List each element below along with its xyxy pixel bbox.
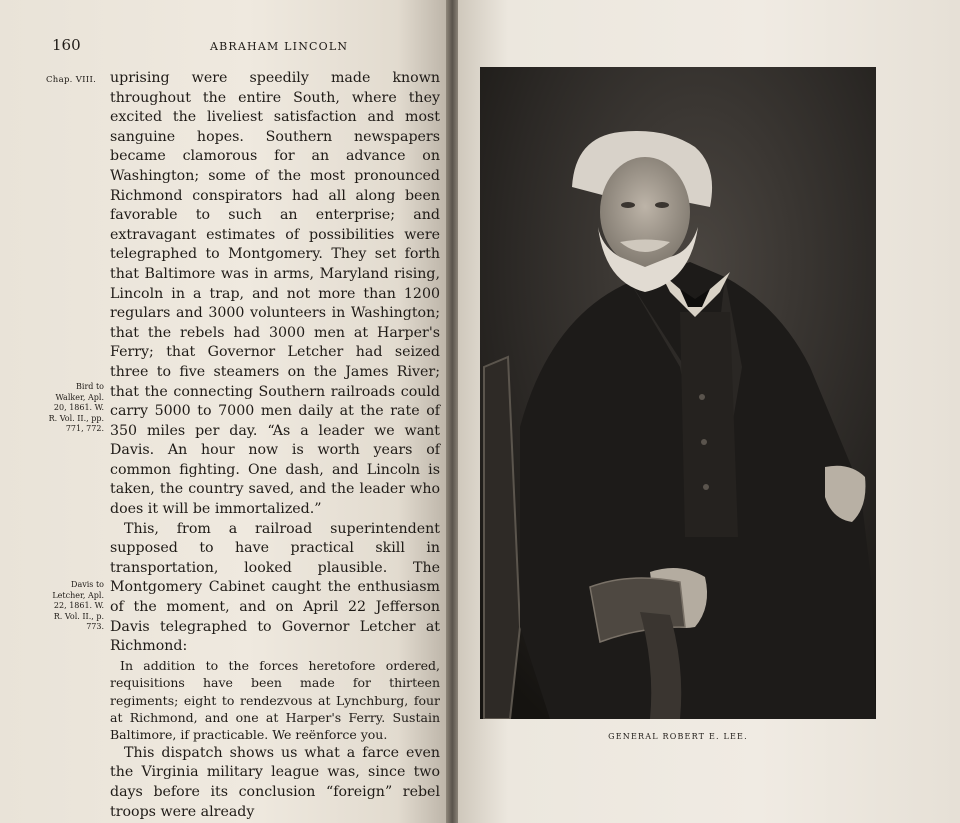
page-number: 160 bbox=[52, 36, 81, 54]
portrait-caption: GENERAL ROBERT E. LEE. bbox=[608, 732, 748, 741]
paragraph-3: This dispatch shows us what a farce even the Virginia military league was, since two days before its conclusion “foreign” rebel troops were already bbox=[110, 744, 440, 820]
portrait-engraving bbox=[480, 67, 876, 719]
paragraph-2: This, from a railroad superintendent supposed to have practical skill in transportation, looked plausible. The Montgomery Cabinet caught the enthusiasm of the moment, and on April 22 Jefferson Davis telegraphed to Governor Letcher at Richmond: bbox=[110, 520, 440, 655]
block-quote: In addition to the forces heretofore ordered, requisitions have been made for thirteen regiments; eight to rendezvous at Lynchburg, four at Richmond, and one at Harper's Ferry. Sustain Baltimore, if practicable. We reënforce you. bbox=[110, 657, 440, 743]
margin-note-davis-to-letcher: Davis to Letcher, Apl. 22, 1861. W. R. Vol. II., p. 773. bbox=[52, 580, 104, 631]
paragraph-1: uprising were speedily made known throughout the entire South, where they excited the liveliest satisfaction and most sanguine hopes. Southern newspapers became clamorous for an advance on Washington; some of the most pronounced Richmond conspirators had all along been favorable to such an enterprise; and extravagant estimates of possibilities were telegraphed to Montgomery. They set forth that Baltimore was in arms, Maryland rising, Lincoln in a trap, and not more than 1200 regulars and 3000 volunteers in Washington; that the rebels had 3000 men at Harper's Ferry; that Governor Letcher had seized three to five steamers on the James River; that the connecting Southern railroads could carry 5000 to 7000 men daily at the rate of 350 miles per day. “As a leader we want Davis. An hour now is worth years of common fighting. One dash, and Lincoln is taken, the country saved, and the leader who does it will be immortalized.” bbox=[110, 70, 440, 518]
running-head: ABRAHAM LINCOLN bbox=[210, 40, 349, 53]
body-text bbox=[110, 69, 440, 822]
portrait-plate bbox=[480, 67, 876, 719]
left-page bbox=[0, 0, 452, 823]
chapter-label: Chap. VIII. bbox=[46, 75, 97, 85]
margin-note-bird-to-walker: Bird to Walker, Apl. 20, 1861. W. R. Vol. II., pp. 771, 772. bbox=[48, 382, 104, 433]
